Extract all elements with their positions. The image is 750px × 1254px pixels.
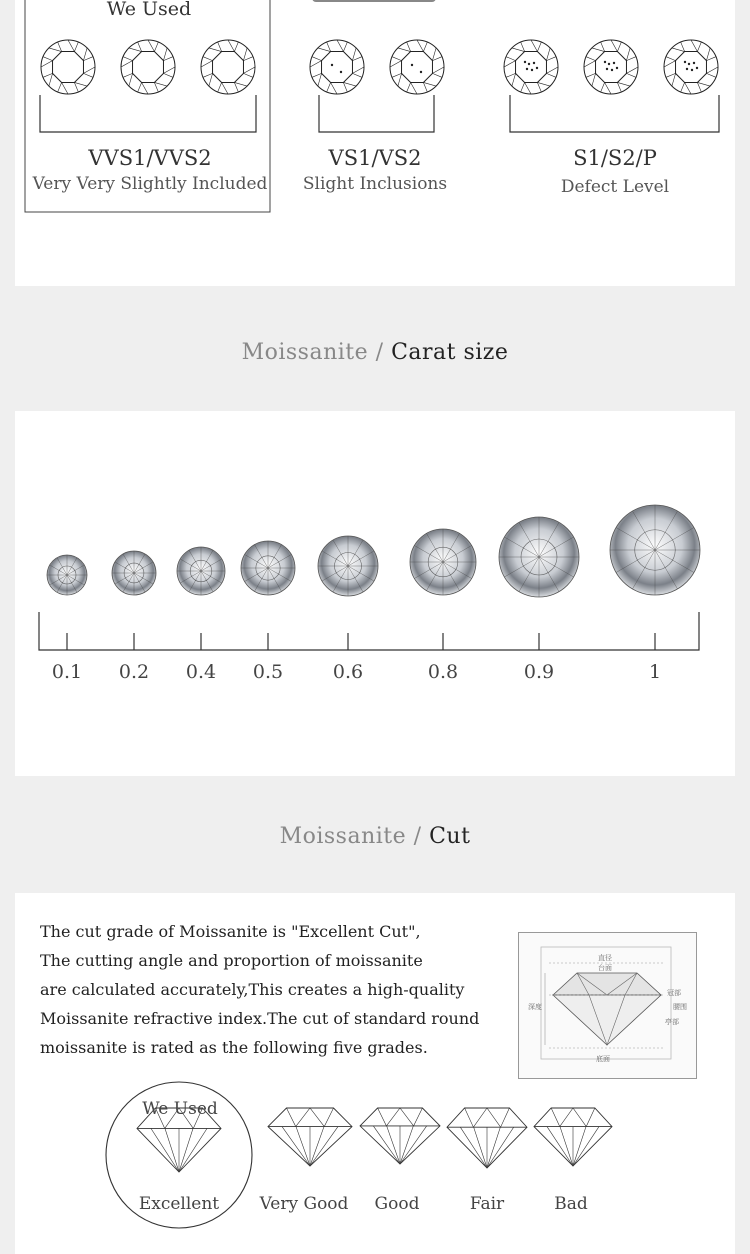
carat-gem [241, 541, 295, 595]
carat-gem [177, 547, 225, 595]
carat-label: 0.9 [523, 661, 555, 683]
grade-desc: Very Very Slightly Included [32, 174, 268, 194]
grade-name: VS1/VS2 [328, 146, 422, 170]
top-pill [312, 0, 436, 2]
inclusion-dot [411, 64, 413, 66]
round-gem-outline [390, 40, 444, 94]
cut-line: moissanite is rated as the following five grades. [40, 1038, 428, 1057]
cut-line: The cutting angle and proportion of moissanite [40, 951, 423, 970]
clarity-grade-vs [285, 146, 465, 194]
diamond-profile [268, 1108, 352, 1166]
carat-label: 0.6 [332, 661, 364, 683]
round-gem-outline [201, 40, 255, 94]
title-prefix: Moissanite / [241, 340, 384, 365]
inclusion-dot [528, 63, 530, 65]
inclusion-dot [536, 67, 538, 69]
inclusion-dot [686, 68, 688, 70]
round-gem-outline [664, 40, 718, 94]
carat-section-title [0, 340, 750, 365]
clarity-we-used: We Used [106, 0, 192, 20]
cut-line: Moissanite refractive index.The cut of standard round [40, 1009, 480, 1028]
inclusion-dot [684, 61, 686, 63]
inclusion-dot [526, 68, 528, 70]
cut-grade-bad: Bad [554, 1194, 588, 1214]
diagram-label: 冠部 [667, 989, 681, 997]
grade-desc: Slight Inclusions [302, 174, 448, 194]
inclusion-dot [688, 63, 690, 65]
grade-name: VVS1/VVS2 [88, 146, 212, 170]
grade-name: S1/S2/P [573, 146, 657, 170]
round-gem-outline [310, 40, 364, 94]
inclusion-dot [340, 71, 342, 73]
inclusion-dot [696, 67, 698, 69]
cut-we-used: We Used [142, 1099, 218, 1119]
title-main: Cut [429, 824, 471, 849]
diamond-profile [447, 1108, 527, 1168]
carat-card [15, 411, 735, 776]
diamond-proportion-illustration [519, 933, 696, 1078]
diagram-label: 直径 [598, 954, 612, 962]
carat-gem [610, 505, 700, 595]
round-gem-outline [504, 40, 558, 94]
cut-grade-excellent: Excellent [138, 1194, 220, 1214]
cut-paragraph [40, 917, 480, 1062]
diagram-label: 腰围 [673, 1003, 687, 1011]
carat-gem [47, 555, 87, 595]
round-gem-outline [584, 40, 638, 94]
inclusion-dot [693, 62, 695, 64]
inclusion-dot [604, 61, 606, 63]
carat-gem [318, 536, 378, 596]
carat-label: 0.2 [118, 661, 150, 683]
carat-label: 0.1 [51, 661, 83, 683]
inclusion-dot [616, 67, 618, 69]
cut-proportion-diagram [518, 932, 697, 1079]
carat-ruler [39, 612, 699, 650]
carat-label: 1 [648, 661, 662, 683]
diamond-profile [360, 1108, 440, 1164]
clarity-diagram [15, 0, 735, 286]
bracket-vs [319, 95, 434, 132]
inclusion-dot [531, 69, 533, 71]
clarity-grade-vvs [25, 146, 275, 194]
diagram-label: 台面 [598, 964, 612, 972]
grade-desc: Defect Level [560, 177, 670, 197]
inclusion-dot [691, 69, 693, 71]
diagram-label: 底面 [596, 1055, 610, 1063]
round-gem-outline [41, 40, 95, 94]
cut-grade-fair: Fair [469, 1194, 505, 1214]
title-prefix: Moissanite / [279, 824, 422, 849]
cut-grades-diagram [15, 1073, 735, 1254]
clarity-card [15, 0, 735, 286]
inclusion-dot [606, 68, 608, 70]
inclusion-dot [331, 64, 333, 66]
inclusion-dot [613, 62, 615, 64]
cut-grade-good: Good [374, 1194, 420, 1214]
cut-grade-very-good: Very Good [259, 1194, 349, 1214]
carat-label: 0.5 [252, 661, 284, 683]
bracket-si [510, 95, 719, 132]
carat-gem [499, 517, 579, 597]
carat-gem [112, 551, 156, 595]
title-main: Carat size [391, 340, 509, 365]
cut-section-title [0, 824, 750, 849]
carat-gem [410, 529, 476, 595]
carat-scale [15, 411, 735, 776]
diamond-profile [534, 1108, 612, 1166]
diagram-label: 深度 [528, 1003, 542, 1011]
diagram-label: 亭部 [665, 1018, 679, 1026]
inclusion-dot [524, 61, 526, 63]
inclusion-dot [420, 71, 422, 73]
cut-line: are calculated accurately,This creates a high-quality [40, 980, 465, 999]
carat-label: 0.4 [185, 661, 217, 683]
inclusion-dot [608, 63, 610, 65]
inclusion-dot [611, 69, 613, 71]
inclusion-dot [533, 62, 535, 64]
round-gem-outline [121, 40, 175, 94]
clarity-grade-si [515, 146, 715, 197]
bracket-vvs [40, 95, 256, 132]
cut-line: The cut grade of Moissanite is "Excellent Cut", [40, 922, 421, 941]
cut-card [15, 893, 735, 1254]
carat-label: 0.8 [427, 661, 459, 683]
